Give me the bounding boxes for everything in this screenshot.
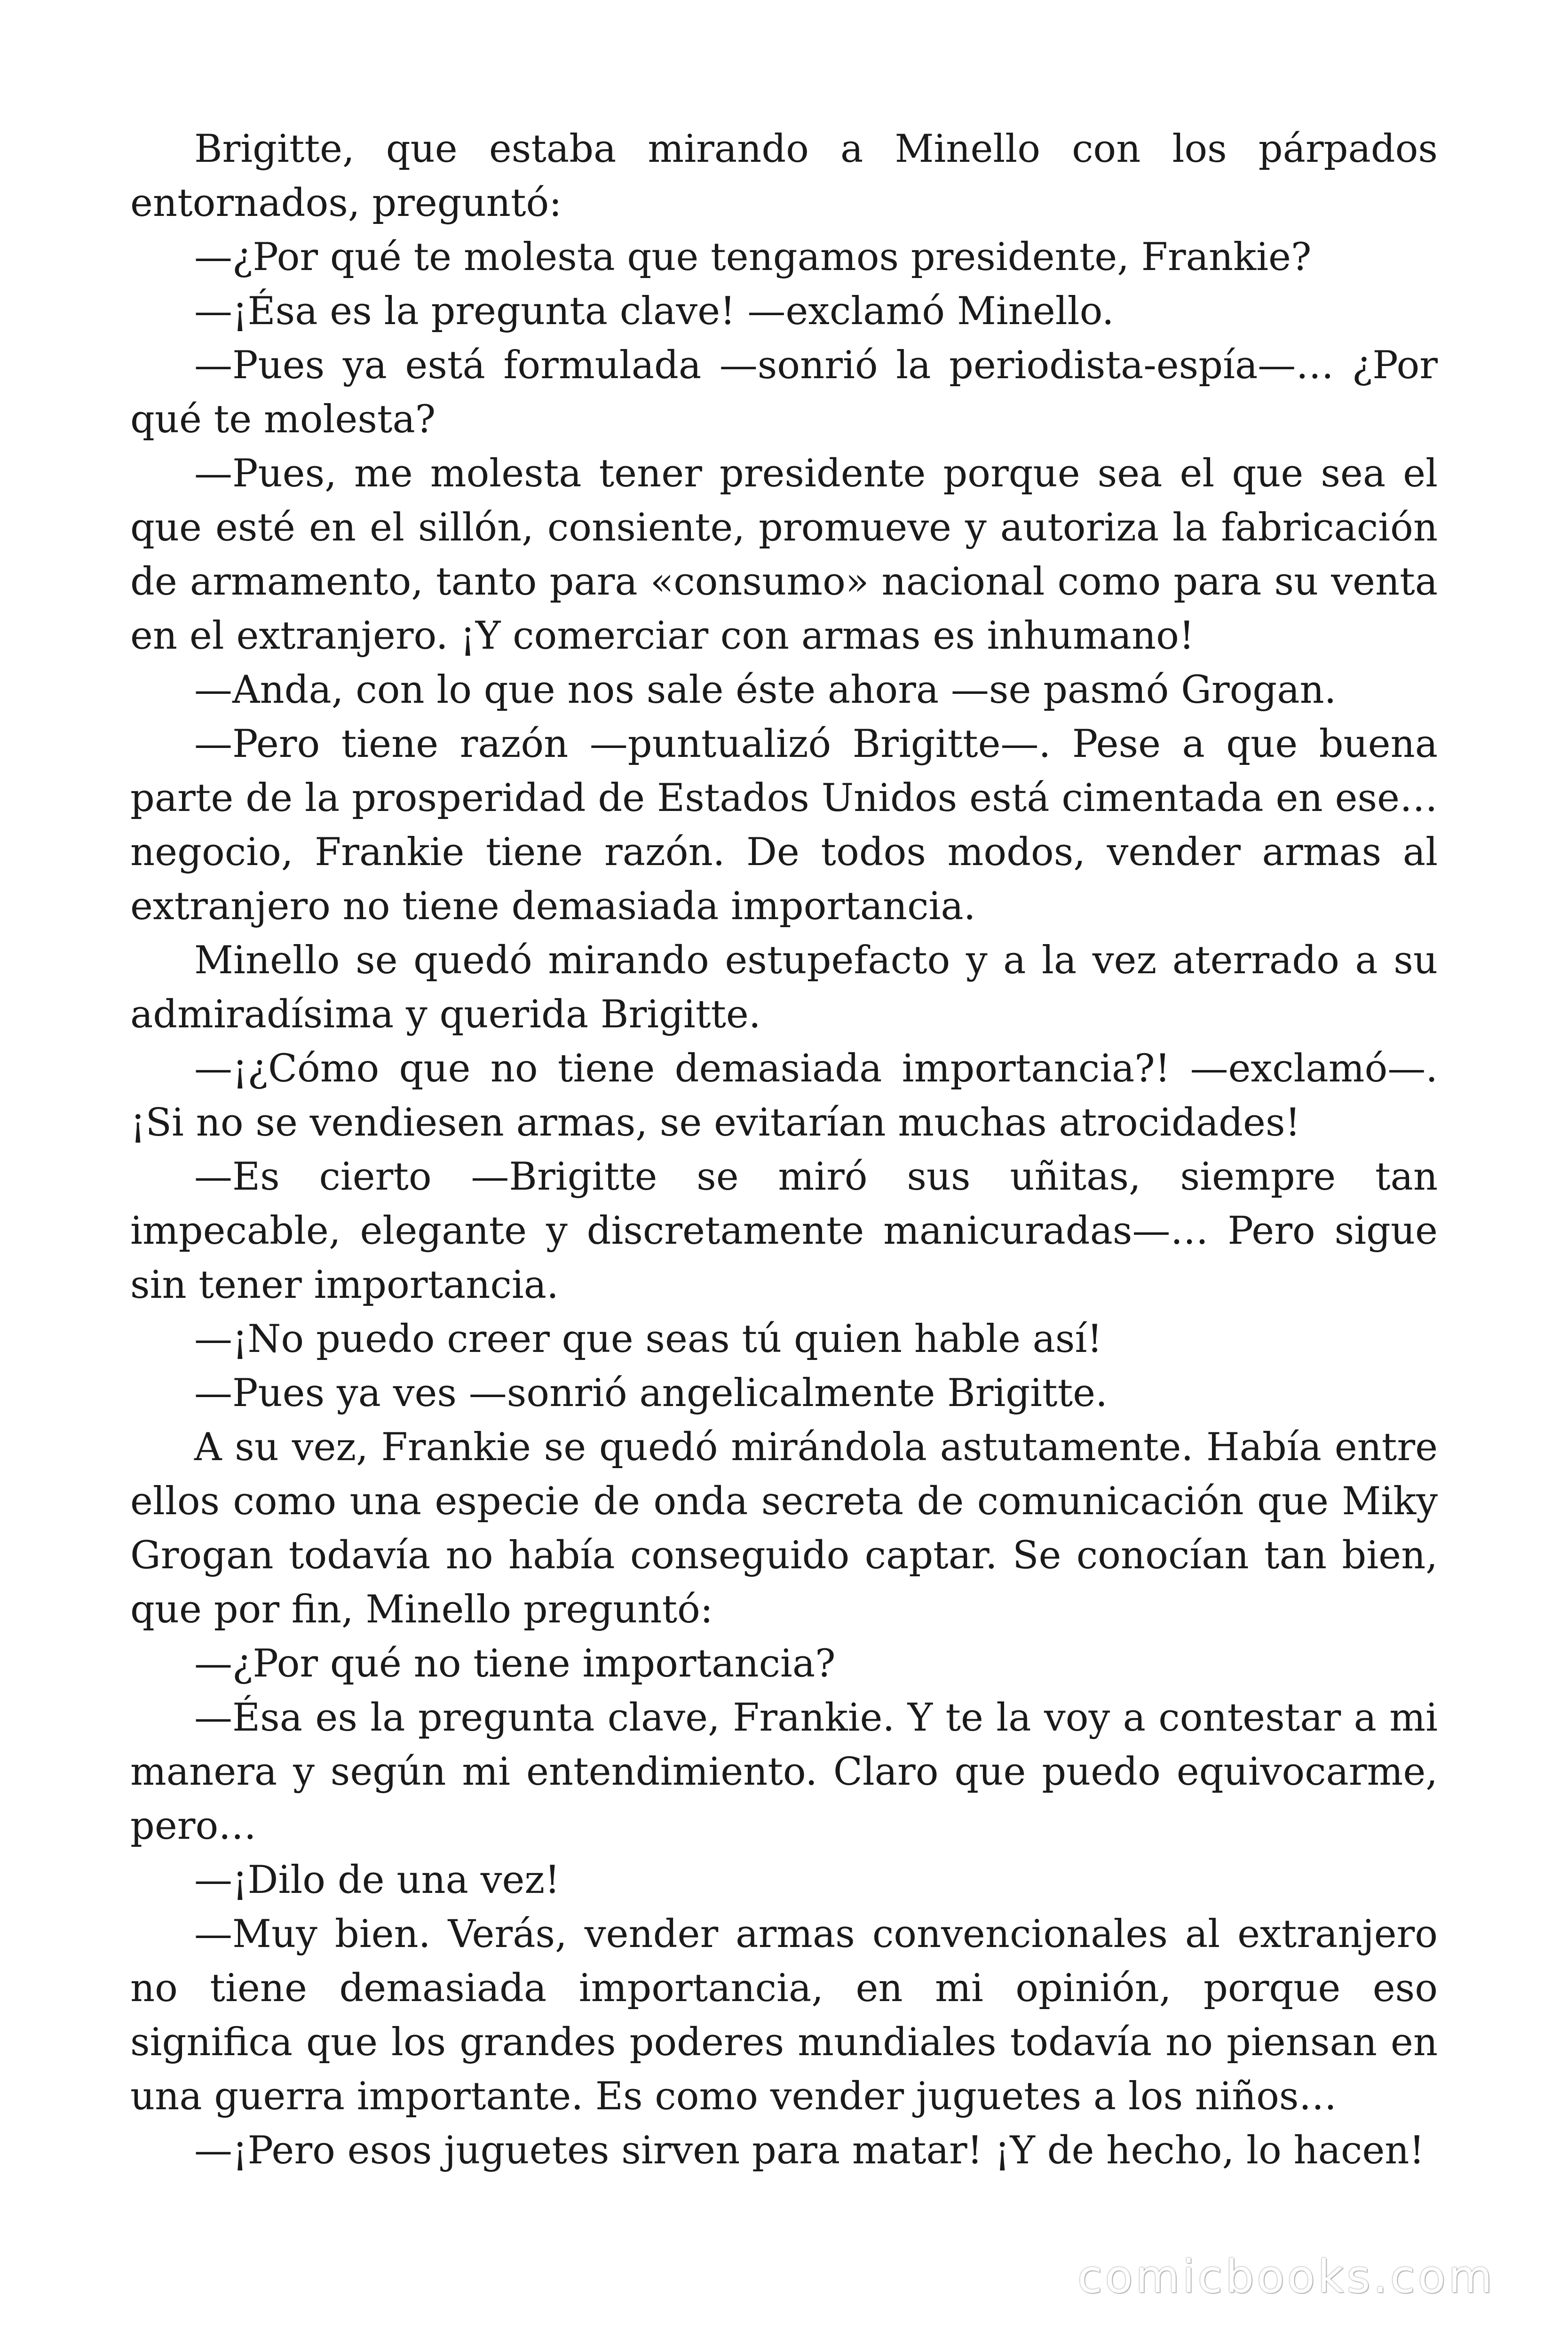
paragraph: Brigitte, que estaba mirando a Minello con los párpados entornados, preguntó: [130, 127, 1438, 225]
paragraph: —Pero tiene razón —puntualizó Brigitte—. Pese a que buena parte de la prosperidad de Estados Unidos está cimentada en ese… negocio, Frankie tiene razón. De todos modos, vender armas al extranjero no tiene demasiada importancia. [130, 722, 1438, 929]
paragraph: —Pues, me molesta tener presidente porque sea el que sea el que esté en el sillón, consiente, promueve y autoriza la fabricación de armamento, tanto para «consumo» nacional como para su venta en el extranjero. ¡Y comerciar con armas es inhumano! [130, 452, 1438, 658]
paragraph: —¡No puedo creer que seas tú quien hable así! [194, 1317, 1102, 1361]
paragraph: —¡Dilo de una vez! [194, 1858, 560, 1902]
paragraph: —¿Por qué te molesta que tengamos presidente, Frankie? [194, 235, 1312, 279]
watermark: comicbooks.com [1077, 2250, 1495, 2303]
paragraph: —Pues ya está formulada —sonrió la periodista-espía—… ¿Por qué te molesta? [130, 343, 1438, 442]
paragraph: —Es cierto —Brigitte se miró sus uñitas, siempre tan impecable, elegante y discretamente manicuradas—… Pero sigue sin tener importancia. [130, 1155, 1438, 1307]
paragraph: Minello se quedó mirando estupefacto y a la vez aterrado a su admiradísima y querida Brigitte. [130, 938, 1438, 1037]
page-text [130, 122, 1438, 2178]
paragraph: —Muy bien. Verás, vender armas convencionales al extranjero no tiene demasiada importancia, en mi opinión, porque eso significa que los grandes poderes mundiales todavía no piensan en una guerra importante. Es como vender juguetes a los niños… [130, 1912, 1438, 2119]
paragraph: A su vez, Frankie se quedó mirándola astutamente. Había entre ellos como una especie de onda secreta de comunicación que Miky Grogan todavía no había conseguido captar. Se conocían tan bien, que por fin, Minello preguntó: [130, 1425, 1438, 1632]
paragraph: —Anda, con lo que nos sale éste ahora —se pasmó Grogan. [194, 668, 1337, 712]
paragraph: —Pues ya ves —sonrió angelicalmente Brigitte. [194, 1371, 1108, 1415]
paragraph: —¿Por qué no tiene importancia? [194, 1642, 836, 1686]
paragraph: —¡Ésa es la pregunta clave! —exclamó Minello. [194, 289, 1114, 334]
paragraph: —Ésa es la pregunta clave, Frankie. Y te la voy a contestar a mi manera y según mi entendimiento. Claro que puedo equivocarme, pero… [130, 1696, 1438, 1848]
paragraph: —¡Pero esos juguetes sirven para matar! ¡Y de hecho, lo hacen! [194, 2129, 1425, 2173]
paragraph: —¡¿Cómo que no tiene demasiada importancia?! —exclamó—. ¡Si no se vendiesen armas, se evitarían muchas atrocidades! [130, 1047, 1438, 1145]
